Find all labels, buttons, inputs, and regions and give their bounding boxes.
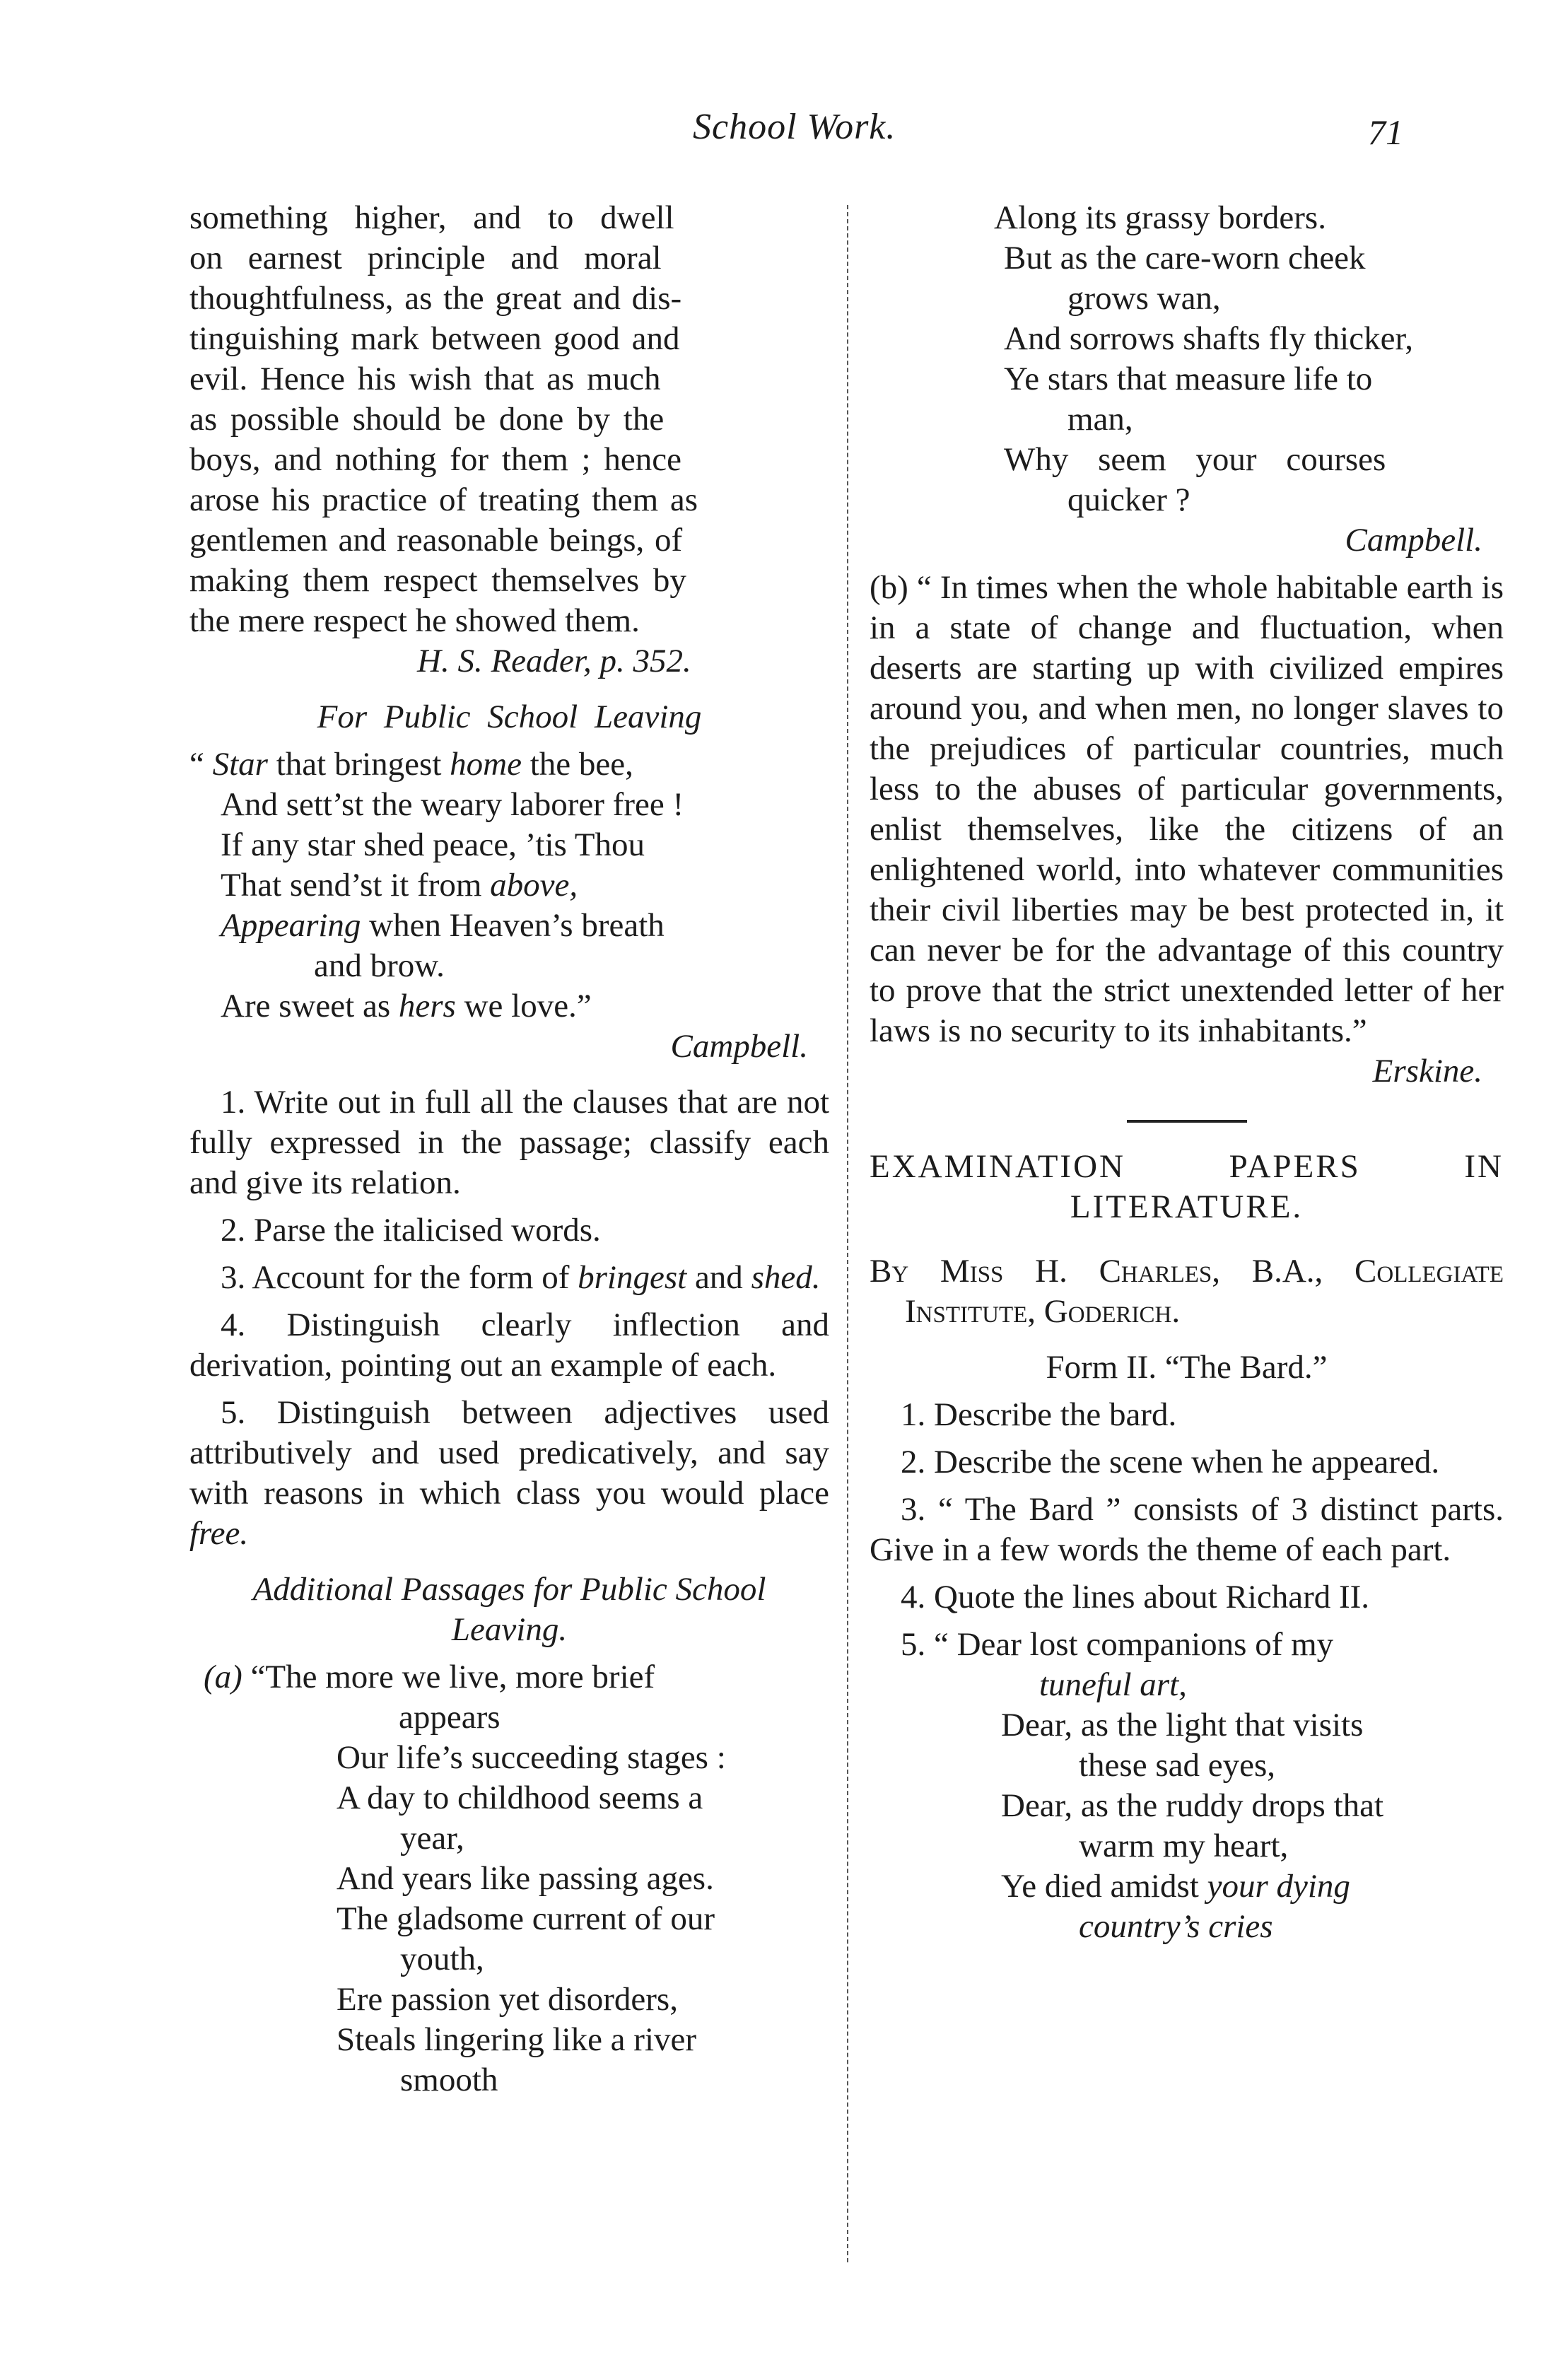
poem-line: and brow. [314, 947, 445, 984]
question-item: 3. “ The Bard ” consists of 3 distinct parts. Give in a few words the theme of each part. [870, 1491, 1504, 1568]
poem-line: Along its grassy borders. [994, 199, 1326, 236]
prose-line: gentlemen and reasonable beings, of [189, 522, 683, 559]
quote-line: country’s cries [1079, 1908, 1273, 1945]
poem-line: quicker ? [1067, 481, 1190, 518]
poem-line: Ere passion yet disorders, [337, 1981, 678, 2018]
page-number: 71 [1368, 112, 1403, 152]
poem-line: Our life’s succeeding stages : [337, 1739, 726, 1776]
poem-line: smooth [400, 2062, 498, 2098]
left-column [189, 198, 829, 2100]
poem-block [870, 198, 1504, 520]
poem-line: That send’st it from above, [221, 867, 578, 904]
passage-b: (b) “ In times when the whole habitable earth is in a state of change and fluctuation, when deserts are starting up with civilized empires around you, and when men, no longer slaves to the prejudices of particular countries, much less to the abuses of particular governments, enlist themselves, like the citizens of an enlightened world, into whatever communities their civil liberties may be best protected in, it can never be for the advantage of this country to prove that the strict unextended letter of her laws is no security to its inhabitants.” [870, 569, 1504, 1049]
question-item: 4. Distinguish clearly inflection and derivation, pointing out an example of each. [189, 1307, 829, 1384]
prose-line: tinguishing mark between good and [189, 320, 680, 357]
form-heading: Form II. “The Bard.” [1046, 1349, 1328, 1386]
poem-line: “ Star that bringest home the bee, [189, 746, 633, 783]
poem-author: Campbell. [1345, 522, 1482, 559]
poem-block [189, 744, 829, 1027]
question-item: 2. Describe the scene when he appeared. [901, 1444, 1440, 1480]
question-item [870, 1625, 1504, 1947]
prose-line: making them respect themselves by [189, 562, 686, 599]
poem-line: Are sweet as hers we love.” [221, 988, 592, 1024]
question-item: 1. Describe the bard. [901, 1396, 1177, 1433]
question-item: 3. Account for the form of bringest and shed. [221, 1259, 821, 1296]
prose-line: arose his practice of treating them as [189, 481, 698, 518]
poem-line: year, [400, 1820, 464, 1857]
quote-line: Ye died amidst your dying [1001, 1868, 1350, 1905]
poem-line: Why seem your courses [1004, 441, 1386, 478]
question-item: 5. Distinguish between adjectives used attributively and used predicatively, and say with reasons in which class you would place free. [189, 1394, 829, 1552]
prose-line: thoughtfulness, as the great and dis- [189, 280, 682, 317]
poem-line: Ye stars that measure life to [1004, 361, 1373, 397]
poem-line: If any star shed peace, ’tis Thou [221, 826, 645, 863]
prose-line: boys, and nothing for them ; hence [189, 441, 681, 478]
quote-line: Dear, as the ruddy drops that [1001, 1787, 1384, 1824]
poem-line: And years like passing ages. [337, 1860, 714, 1897]
poem-line: man, [1067, 401, 1133, 438]
exam-heading: EXAMINATION PAPERS IN [870, 1148, 1504, 1185]
section-heading: Additional Passages for Public School Leaving. [252, 1571, 766, 1648]
section-divider [1127, 1120, 1247, 1123]
running-head-title: School Work. [693, 107, 896, 147]
quote-line: tuneful art, [1039, 1666, 1187, 1703]
poem-heading: For Public School Leaving [317, 698, 702, 735]
quote-line: 5. “ Dear lost companions of my [901, 1626, 1334, 1663]
column-divider [847, 205, 848, 2262]
poem-line: The gladsome current of our [337, 1900, 715, 1937]
poem-line: Appearing when Heaven’s breath [221, 907, 665, 944]
poem-line: (a) “The more we live, more brief [204, 1659, 655, 1695]
source-citation: H. S. Reader, p. 352. [417, 643, 691, 679]
poem-line: A day to childhood seems a [337, 1779, 703, 1816]
question-item: 1. Write out in full all the clauses that are not fully expressed in the passage; classify each and give its relation. [189, 1084, 829, 1201]
poem-line: Steals lingering like a river [337, 2021, 697, 2058]
poem-line: But as the care-worn cheek [1004, 240, 1366, 276]
prose-continuation [189, 198, 829, 641]
quote-line: warm my heart, [1079, 1828, 1289, 1864]
poem-block [189, 1657, 829, 2100]
exam-heading-line2: LITERATURE. [1070, 1188, 1304, 1225]
poem-line: And sett’st the weary laborer free ! [221, 786, 684, 823]
quote-line: Dear, as the light that visits [1001, 1707, 1364, 1743]
poem-line: youth, [400, 1941, 484, 1977]
byline: By Miss H. Charles, B.A., Collegiate Institute, Goderich. [870, 1253, 1504, 1330]
passage-author: Erskine. [1372, 1053, 1482, 1089]
prose-line: something higher, and to dwell [189, 199, 674, 236]
poem-line: And sorrows shafts fly thicker, [1004, 320, 1413, 357]
poem-line: appears [399, 1699, 501, 1736]
prose-line: evil. Hence his wish that as much [189, 361, 661, 397]
question-item: 2. Parse the italicised words. [221, 1212, 601, 1249]
quote-line: these sad eyes, [1079, 1747, 1275, 1784]
prose-line: the mere respect he showed them. [189, 602, 640, 639]
poem-line: grows wan, [1067, 280, 1221, 317]
right-column [870, 198, 1504, 1947]
prose-line: as possible should be done by the [189, 401, 665, 438]
prose-line: on earnest principle and moral [189, 240, 662, 276]
poem-author: Campbell. [670, 1028, 808, 1065]
question-item: 4. Quote the lines about Richard II. [901, 1579, 1370, 1615]
